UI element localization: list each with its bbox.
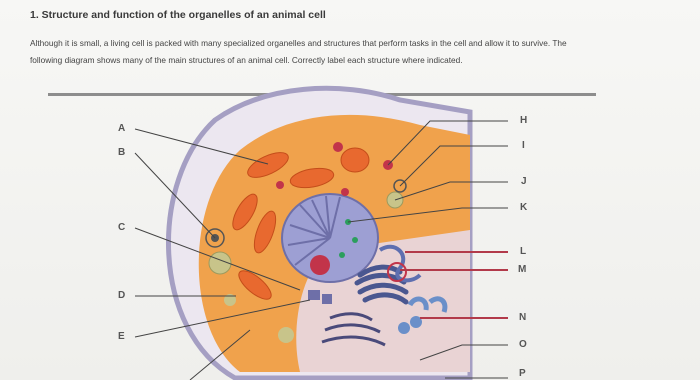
label-i: I xyxy=(522,140,525,151)
question-title: 1. Structure and function of the organelles of an animal cell xyxy=(30,9,326,21)
label-b: B xyxy=(118,147,126,158)
chromatin-dot xyxy=(339,252,345,258)
chromatin-dot xyxy=(352,237,358,243)
centriole xyxy=(308,290,320,300)
label-j: J xyxy=(521,176,527,187)
label-n: N xyxy=(519,312,527,323)
label-o: O xyxy=(519,339,527,350)
question-text-line-2: following diagram shows many of the main structures of an animal cell. Correctly label each structure where indicated. xyxy=(30,55,463,65)
label-e: E xyxy=(118,331,125,342)
lysosome xyxy=(333,142,343,152)
nucleolus xyxy=(310,255,330,275)
centriole xyxy=(322,294,332,304)
label-c: C xyxy=(118,222,126,233)
vesicle xyxy=(398,322,410,334)
label-a: A xyxy=(118,123,126,134)
label-m: M xyxy=(518,264,527,275)
vesicle xyxy=(278,327,294,343)
label-d: D xyxy=(118,290,126,301)
label-l: L xyxy=(520,246,527,257)
label-h: H xyxy=(520,115,528,126)
label-k: K xyxy=(520,202,528,213)
mitochondrion xyxy=(341,148,369,172)
lysosome xyxy=(341,188,349,196)
label-p: P xyxy=(519,368,526,379)
question-text-line-1: Although it is small, a living cell is packed with many specialized organelles and structures that perform tasks in the cell and allow it to survive. The xyxy=(30,38,567,48)
lysosome xyxy=(276,181,284,189)
